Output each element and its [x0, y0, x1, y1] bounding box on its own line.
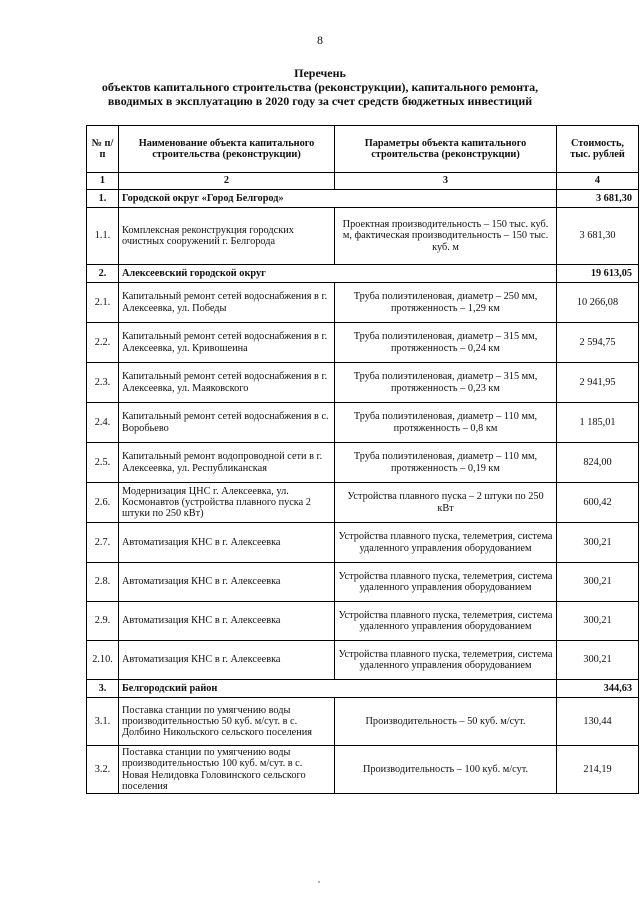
table-row [87, 443, 639, 483]
document-title [0, 66, 640, 108]
row-num: 3.1. [87, 698, 119, 746]
row-num: 3.2. [87, 746, 119, 794]
section-row [87, 265, 639, 283]
row-cost: 2 594,75 [557, 323, 639, 363]
row-cost: 300,21 [557, 523, 639, 563]
row-num: 2.7. [87, 523, 119, 563]
row-params: Устройства плавного пуска, телеметрия, система удаленного управления оборудованием [335, 563, 557, 602]
title-line-2: объектов капитального строительства (реконструкции), капитального ремонта, [101, 80, 539, 94]
row-num: 2.10. [87, 641, 119, 680]
row-cost: 344,63 [557, 680, 639, 698]
row-name: Автоматизация КНС в г. Алексеевка [119, 602, 335, 641]
row-params: Проектная производительность – 150 тыс. куб. м, фактическая производительность – 150 тыс. куб. м [335, 208, 557, 265]
row-params: Труба полиэтиленовая, диаметр – 315 мм, протяженность – 0,23 км [335, 363, 557, 403]
table-row [87, 698, 639, 746]
row-name: Капитальный ремонт сетей водоснабжения в г. Алексеевка, ул. Кривошеина [119, 323, 335, 363]
row-cost: 3 681,30 [557, 190, 639, 208]
column-number: 4 [557, 173, 639, 190]
table-row [87, 746, 639, 794]
table-row [87, 563, 639, 602]
row-num: 1.1. [87, 208, 119, 265]
row-name: Автоматизация КНС в г. Алексеевка [119, 523, 335, 563]
title-line-1: Перечень [294, 66, 346, 80]
table-row [87, 403, 639, 443]
row-params: Труба полиэтиленовая, диаметр – 110 мм, протяженность – 0,19 км [335, 443, 557, 483]
row-name: Модернизация ЦНС г. Алексеевка, ул. Космонавтов (устройства плавного пуска 2 штуки по 250 кВт) [119, 483, 335, 523]
table-row [87, 323, 639, 363]
row-cost: 3 681,30 [557, 208, 639, 265]
row-cost: 10 266,08 [557, 283, 639, 323]
row-params: Труба полиэтиленовая, диаметр – 315 мм, протяженность – 0,24 км [335, 323, 557, 363]
row-num: 2.9. [87, 602, 119, 641]
title-line-3: вводимых в эксплуатацию в 2020 году за счет средств бюджетных инвестиций [107, 94, 533, 108]
row-name: Автоматизация КНС в г. Алексеевка [119, 641, 335, 680]
column-number: 2 [119, 173, 335, 190]
column-number: 1 [87, 173, 119, 190]
row-params: Устройства плавного пуска – 2 штуки по 250 кВт [335, 483, 557, 523]
row-params: Устройства плавного пуска, телеметрия, система удаленного управления оборудованием [335, 602, 557, 641]
row-num: 2.3. [87, 363, 119, 403]
row-cost: 300,21 [557, 563, 639, 602]
header-cost: Стоимость, тыс. рублей [557, 126, 639, 173]
objects-table [86, 125, 639, 794]
section-row [87, 190, 639, 208]
row-cost: 130,44 [557, 698, 639, 746]
row-params: Труба полиэтиленовая, диаметр – 250 мм, протяженность – 1,29 км [335, 283, 557, 323]
row-num: 1. [87, 190, 119, 208]
column-numbers-row [87, 173, 639, 190]
row-name: Капитальный ремонт сетей водоснабжения в г. Алексеевка, ул. Победы [119, 283, 335, 323]
row-params: Устройства плавного пуска, телеметрия, система удаленного управления оборудованием [335, 523, 557, 563]
row-params: Производительность – 50 куб. м/сут. [335, 698, 557, 746]
row-cost: 1 185,01 [557, 403, 639, 443]
row-cost: 2 941,95 [557, 363, 639, 403]
row-num: 3. [87, 680, 119, 698]
row-cost: 300,21 [557, 602, 639, 641]
table-row [87, 483, 639, 523]
row-num: 2. [87, 265, 119, 283]
row-name: Комплексная реконструкция городских очистных сооружений г. Белгорода [119, 208, 335, 265]
table-row [87, 283, 639, 323]
table-row [87, 363, 639, 403]
header-params: Параметры объекта капитального строительства (реконструкции) [335, 126, 557, 173]
row-name: Городской округ «Город Белгород» [119, 190, 557, 208]
table-row [87, 523, 639, 563]
row-num: 2.1. [87, 283, 119, 323]
row-name: Алексеевский городской округ [119, 265, 557, 283]
row-cost: 214,19 [557, 746, 639, 794]
table-row [87, 208, 639, 265]
table-header-row [87, 126, 639, 173]
row-name: Капитальный ремонт сетей водоснабжения в с. Воробьево [119, 403, 335, 443]
row-name: Поставка станции по умягчению воды производительностью 50 куб. м/сут. в с. Долбино Никольского сельского поселения [119, 698, 335, 746]
row-num: 2.6. [87, 483, 119, 523]
row-num: 2.5. [87, 443, 119, 483]
row-name: Капитальный ремонт сетей водоснабжения в г. Алексеевка, ул. Маяковского [119, 363, 335, 403]
row-num: 2.4. [87, 403, 119, 443]
row-name: Поставка станции по умягчению воды производительностью 100 куб. м/сут. в с. Новая Нелидовка Головинского сельского поселения [119, 746, 335, 794]
scan-speck [318, 881, 320, 883]
row-name: Белгородский район [119, 680, 557, 698]
row-num: 2.2. [87, 323, 119, 363]
header-name: Наименование объекта капитального строительства (реконструкции) [119, 126, 335, 173]
row-params: Производительность – 100 куб. м/сут. [335, 746, 557, 794]
column-number: 3 [335, 173, 557, 190]
row-cost: 600,42 [557, 483, 639, 523]
table-row [87, 602, 639, 641]
header-num: № п/п [87, 126, 119, 173]
row-params: Труба полиэтиленовая, диаметр – 110 мм, протяженность – 0,8 км [335, 403, 557, 443]
row-num: 2.8. [87, 563, 119, 602]
row-cost: 824,00 [557, 443, 639, 483]
row-params: Устройства плавного пуска, телеметрия, система удаленного управления оборудованием [335, 641, 557, 680]
row-name: Капитальный ремонт водопроводной сети в г. Алексеевка, ул. Республиканская [119, 443, 335, 483]
section-row [87, 680, 639, 698]
row-cost: 300,21 [557, 641, 639, 680]
row-cost: 19 613,05 [557, 265, 639, 283]
table-row [87, 641, 639, 680]
page-number: 8 [317, 33, 323, 47]
row-name: Автоматизация КНС в г. Алексеевка [119, 563, 335, 602]
